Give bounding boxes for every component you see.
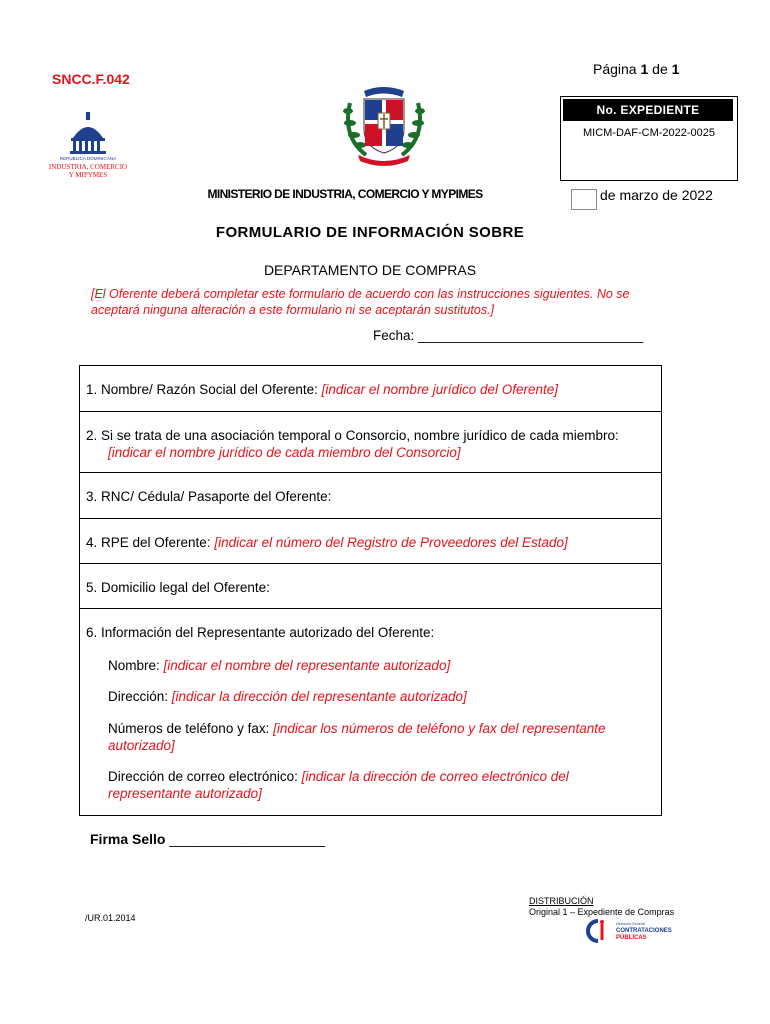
coat-of-arms-icon [336,77,432,169]
firma-sello[interactable] [90,831,325,847]
ministry-name: MINISTERIO DE INDUSTRIA, COMERCIO Y MYPIMES [207,187,483,201]
contrataciones-publicas-logo [584,918,674,944]
direccion-hint: [indicar la dirección del representante autorizado] [171,689,467,704]
item-3-label: 3. RNC/ Cédula/ Pasaporte del Oferente: [86,489,332,504]
form-code: SNCC.F.042 [52,71,130,87]
item-6-telefono [108,720,628,754]
form-title: FORMULARIO DE INFORMACIÓN SOBRE [215,224,525,241]
logo-line3: Y MIPYMES [68,171,108,179]
item-4-hint: [indicar el número del Registro de Proveedores del Estado] [214,535,568,550]
item-2-hint: [indicar el nombre jurídico de cada miembro del Consorcio] [108,445,461,460]
correo-hint-1: [indicar la dirección de correo electrónico del [301,769,569,784]
logo-line1: REPÚBLICA DOMINICANA [59,156,117,161]
item-6-label: 6. Información del Representante autorizado del Oferente: [86,625,435,640]
distribucion-original: Original 1 – Expediente de Compras [529,907,675,917]
item-2-row[interactable] [80,411,661,473]
item-2-label: 2. Si se trata de una asociación temporal o Consorcio, nombre jurídico de cada miembro: [86,428,619,443]
item-5-row[interactable] [80,563,661,609]
item-3-row[interactable] [80,472,661,519]
ministry-logo [46,108,130,182]
fecha-field[interactable] [373,328,643,343]
distribucion-heading: DISTRIBUCIÓN [529,896,594,906]
instructions-line1: [El Oferente deberá completar este formulario de acuerdo con las instrucciones siguientes. No se [91,287,630,301]
direccion-label: Dirección: [108,689,169,704]
logo-line2: INDUSTRIA, COMERCIO [48,163,128,171]
page-label: Página [593,61,637,77]
item-6-direccion [108,688,628,705]
expediente-number: MICM-DAF-CM-2022-0025 [582,127,716,139]
nombre-label: Nombre: [108,658,160,673]
cp-mark-icon [588,920,604,941]
fecha-label: Fecha: [373,328,415,343]
correo-hint-2: representante autorizado] [108,786,262,801]
item-1-row[interactable] [80,366,661,411]
date-suffix: de marzo de 2022 [600,187,713,203]
instructions-line2: aceptará ninguna alteración a este formulario ni se aceptarán sustitutos.] [91,303,495,317]
nombre-hint: [indicar el nombre del representante autorizado] [163,658,451,673]
page-current: 1 [640,61,649,77]
instructions [91,286,651,318]
item-1-label: 1. Nombre/ Razón Social del Oferente: [86,382,318,397]
oferente-info-table [79,365,662,816]
expediente-box [560,96,738,181]
item-4 [86,535,568,550]
dome-building-icon [70,112,106,154]
correo-label: Dirección de correo electrónico: [108,769,298,784]
department: DEPARTAMENTO DE COMPRAS [263,262,477,278]
item-5-label: 5. Domicilio legal del Oferente: [86,580,270,595]
cp-line1: Dirección General [616,922,645,926]
item-6-nombre [108,657,628,674]
telefono-hint-1: [indicar los números de teléfono y fax del representante [273,721,606,736]
expediente-label: No. EXPEDIENTE [563,99,733,121]
telefono-label: Números de teléfono y fax: [108,721,270,736]
fecha-line: ______________________________ [418,328,644,343]
cp-line3: PÚBLICAS [616,935,647,941]
item-6-row[interactable] [80,608,661,816]
item-1-hint: [indicar el nombre jurídico del Oferente] [321,382,559,397]
item-6-correo [108,768,628,802]
day-field[interactable] [571,189,597,210]
item-4-row[interactable] [80,518,661,564]
cp-line2: CONTRATACIONES [616,928,672,934]
firma-label: Firma Sello [90,831,166,847]
page-total: 1 [671,61,680,77]
telefono-hint-2: autorizado] [108,738,175,753]
form-version: /UR.01.2014 [85,913,136,923]
page-number [593,61,679,77]
item-1 [86,382,558,397]
firma-line: ____________________ [169,831,326,847]
item-4-label: 4. RPE del Oferente: [86,535,211,550]
page-of: de [652,61,668,77]
